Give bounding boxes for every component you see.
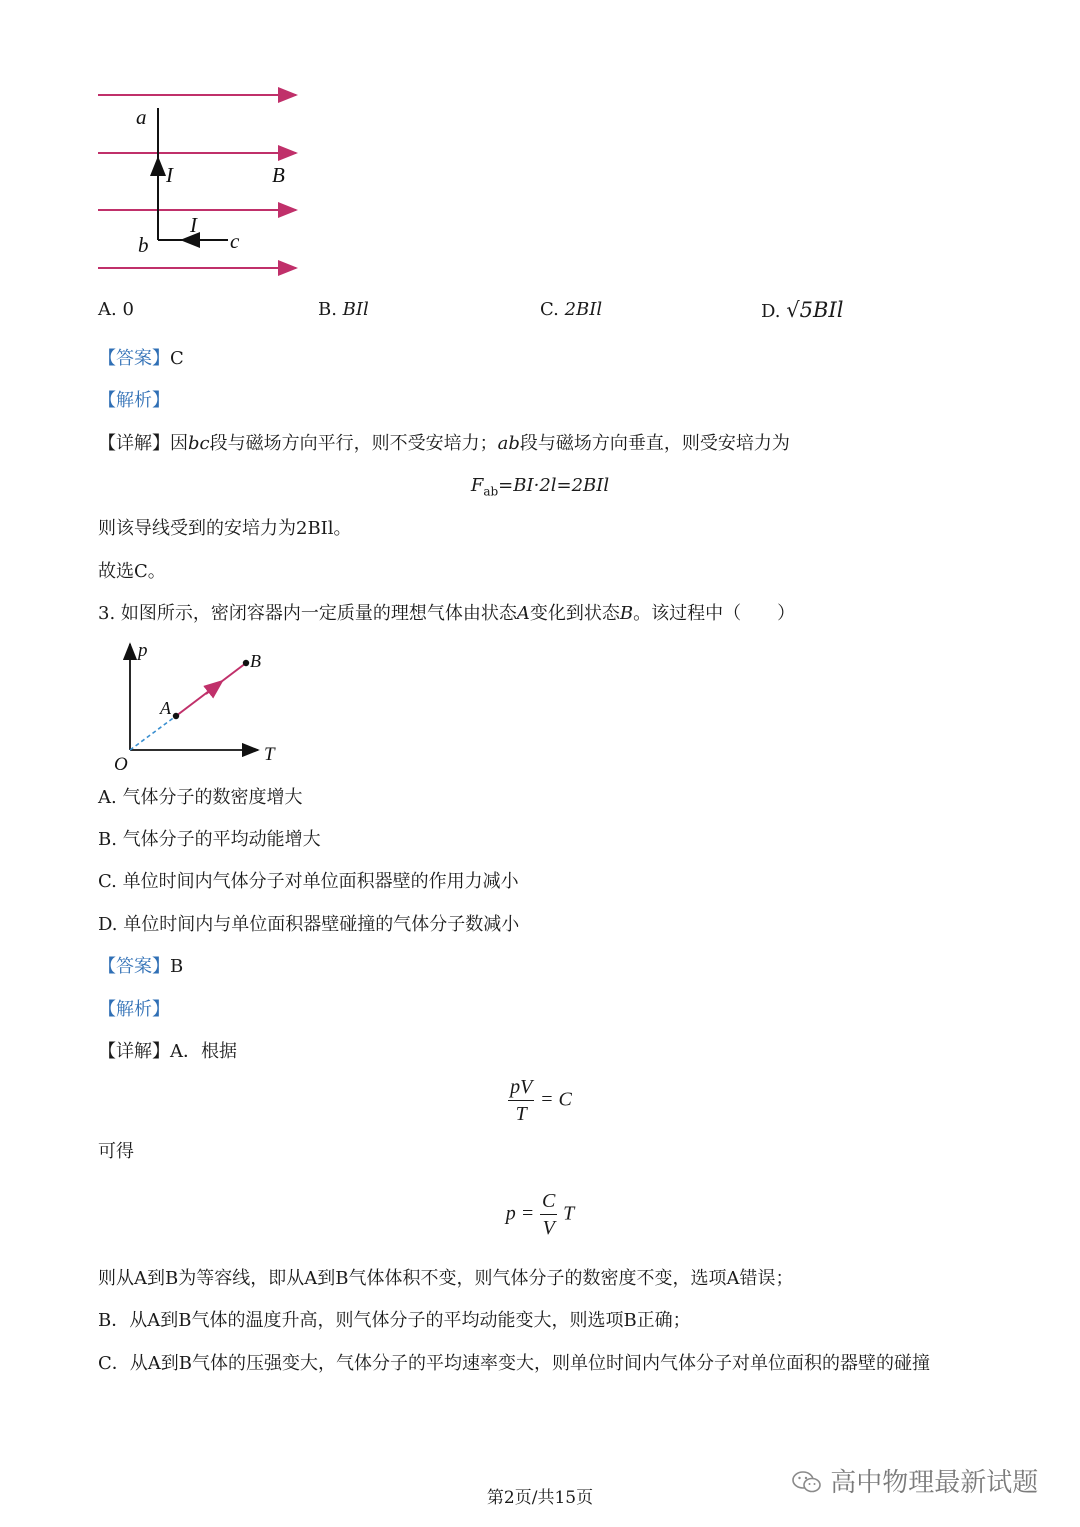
axis-p-label: p [138,640,148,661]
option-d: D. √5BIl [761,298,844,322]
process-arrow-icon [206,686,216,694]
q2-choose: 故选C。 [98,561,166,582]
q3-line-b: B．从A到B气体的温度升高，则气体分子的平均动能变大，则选项B正确； [98,1310,691,1331]
label-I-vertical: I [166,163,173,187]
option-b: B. BIl [318,299,369,320]
watermark: 高中物理最新试题 [792,1462,1038,1499]
point-a-label: A [160,698,171,718]
q3-option-c: C. 单位时间内气体分子对单位面积器壁的作用力减小 [98,871,519,892]
q3-detail: 【详解】A．根据 [98,1041,237,1062]
q2-detail: 【详解】因bc段与磁场方向平行，则不受安培力；ab段与磁场方向垂直，则受安培力为 [98,433,790,454]
q3-option-a: A. 气体分子的数密度增大 [98,787,303,808]
label-c: c [230,229,240,253]
q2-analysis: 【解析】 [98,390,170,411]
q3-answer: 【答案】B [98,956,184,977]
q3-stem: 3. 如图所示，密闭容器内一定质量的理想气体由状态A变化到状态B。该过程中（ ） [98,603,796,624]
dashed-extension [130,716,176,750]
q3-option-b: B. 气体分子的平均动能增大 [98,829,321,850]
equation-pv-t: $\frac{pV}{T}$ = C [510,1076,572,1125]
option-a: A. 0 [98,299,134,320]
equation-p-cv-t: p = $\frac{C}{V}$ T [505,1190,575,1239]
axis-t-label: T [264,744,275,765]
p-t-diagram [108,636,288,776]
label-b: b [138,233,149,257]
q3-analysis: 【解析】 [98,999,170,1020]
point-b [243,660,249,666]
origin-label: O [114,754,128,775]
q3-line-a: 则从A到B为等容线，即从A到B气体体积不变，则气体分子的数密度不变，选项A错误； [98,1268,794,1289]
q2-formula: $F_{ab}=BI\cdot 2l=2BIl$ [470,475,610,499]
page-number: 第2页/共15页 [486,1488,594,1508]
q2-conclusion: 则该导线受到的安培力为2BIl。 [98,518,352,539]
q2-answer: 【答案】C [98,348,184,369]
label-I-horizontal: I [190,213,197,237]
q3-line-c: C．从A到B气体的压强变大，气体分子的平均速率变大，则单位时间内气体分子对单位面积的器壁的碰撞 [98,1353,930,1374]
magnetic-field-figure [90,80,310,280]
label-B-field: B [272,163,285,187]
label-a: a [136,105,147,129]
point-b-label: B [250,651,261,671]
option-c: C. 2BIl [540,299,603,320]
q3-option-d: D. 单位时间内与单位面积器壁碰撞的气体分子数减小 [98,914,520,935]
point-a [173,713,179,719]
q3-can-get: 可得 [98,1141,134,1162]
